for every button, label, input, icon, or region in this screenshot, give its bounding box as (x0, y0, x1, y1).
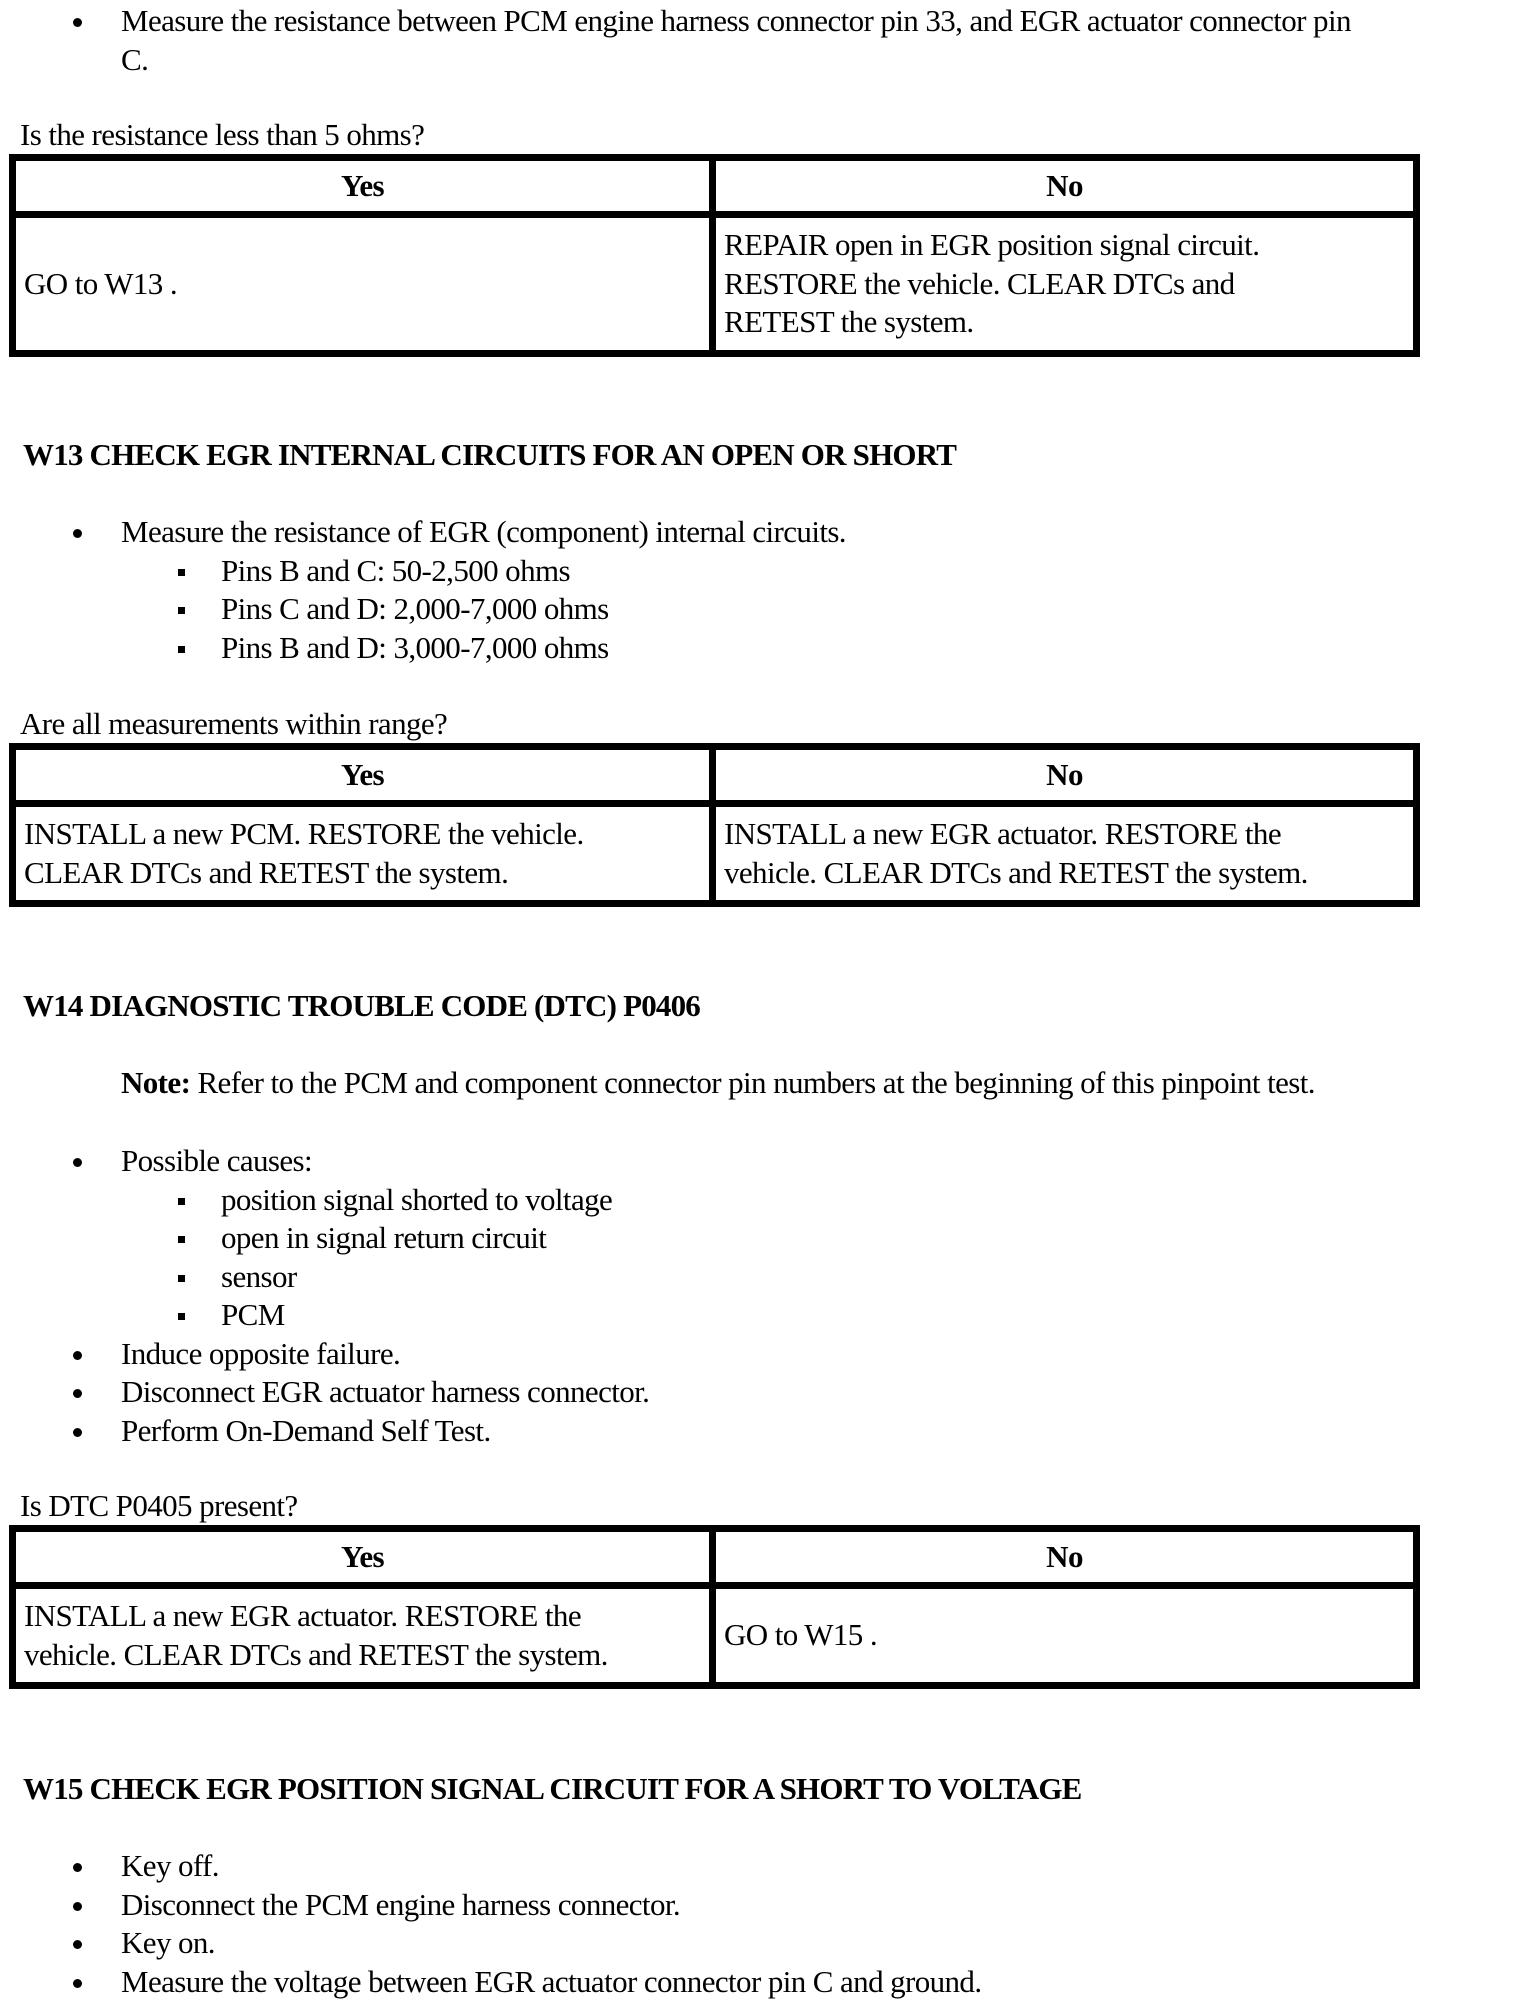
list-item (0, 1412, 649, 1451)
sub-list-item (0, 1258, 649, 1297)
w14-bullet-list (0, 1142, 649, 1450)
bullet-dot-icon (73, 1940, 82, 1949)
yes-header: Yes (14, 748, 714, 805)
yes-cell (14, 805, 714, 902)
list-item (0, 1963, 982, 2002)
bullet-text: Key off. (121, 1848, 219, 1883)
bullet-text: Perform On-Demand Self Test. (121, 1412, 491, 1448)
sub-item-text: open in signal return circuit (221, 1220, 547, 1255)
list-item (0, 1924, 982, 1963)
no-header: No (714, 1530, 1415, 1587)
bullet-square-icon (178, 1236, 185, 1243)
list-item (0, 1373, 649, 1412)
no-cell (714, 216, 1415, 352)
list-item (0, 1335, 649, 1374)
question-resistance: Is the resistance less than 5 ohms? (20, 117, 425, 152)
bullet-text: Key on. (121, 1925, 215, 1960)
list-item-continuation (0, 41, 1351, 80)
yes-no-table-3 (9, 1525, 1420, 1689)
no-cell-line: RETEST the system. (724, 304, 974, 340)
list-item (0, 1847, 982, 1886)
section-heading-w15: W15 CHECK EGR POSITION SIGNAL CIRCUIT FOR A SHORT TO VOLTAGE (23, 1771, 1082, 1806)
yes-cell-text: GO to W13 . (24, 265, 177, 301)
bullet-text: Disconnect the PCM engine harness connector. (121, 1886, 681, 1922)
list-item (0, 2, 1351, 41)
bullet-text: Measure the voltage between EGR actuator connector pin C and ground. (121, 1963, 982, 1999)
bullet-dot-icon (73, 1863, 82, 1872)
question-measurements: Are all measurements within range? (20, 706, 448, 741)
note-paragraph (121, 1064, 1315, 1102)
sub-item-text: Pins C and D: 2,000-7,000 ohms (221, 591, 609, 626)
note-text: Refer to the PCM and component connector pin numbers at the beginning of this pinpoint test. (190, 1065, 1315, 1100)
bullet-square-icon (178, 1313, 185, 1320)
yes-no-table-1 (9, 154, 1420, 357)
no-cell-line: INSTALL a new EGR actuator. RESTORE the (724, 816, 1281, 851)
no-header: No (714, 748, 1415, 805)
w15-bullet-list (0, 1847, 982, 2001)
bullet-dot-icon (73, 1979, 82, 1988)
no-cell (714, 1587, 1415, 1684)
top-bullet-list (0, 2, 1351, 79)
bullet-square-icon (178, 646, 185, 653)
bullet-text: Measure the resistance between PCM engine harness connector pin 33, and EGR actuator connector pin (121, 3, 1351, 38)
bullet-text: Disconnect EGR actuator harness connector. (121, 1374, 650, 1409)
yes-cell-line: INSTALL a new PCM. RESTORE the vehicle. (24, 816, 584, 851)
no-cell-line: RESTORE the vehicle. CLEAR DTCs and (724, 265, 1235, 301)
yes-cell-line: INSTALL a new EGR actuator. RESTORE the (24, 1598, 581, 1633)
bullet-text: C. (121, 41, 149, 77)
bullet-dot-icon (73, 1389, 82, 1398)
yes-cell (14, 216, 714, 352)
bullet-text: Measure the resistance of EGR (component) internal circuits. (121, 514, 846, 549)
sub-list-item (0, 1296, 649, 1335)
w13-bullet-list (0, 513, 846, 667)
bullet-dot-icon (73, 1428, 82, 1437)
no-cell-line: vehicle. CLEAR DTCs and RETEST the system. (724, 854, 1308, 890)
sub-item-text: sensor (221, 1258, 297, 1294)
sub-list-item (0, 552, 846, 591)
sub-list-item (0, 629, 846, 668)
sub-list-item (0, 1219, 649, 1258)
section-heading-w14: W14 DIAGNOSTIC TROUBLE CODE (DTC) P0406 (23, 988, 701, 1023)
bullet-square-icon (178, 569, 185, 576)
bullet-text: Possible causes: (121, 1143, 313, 1178)
sub-item-text: Pins B and D: 3,000-7,000 ohms (221, 629, 609, 665)
no-cell (714, 805, 1415, 902)
bullet-dot-icon (73, 1351, 82, 1360)
list-item (0, 513, 846, 552)
bullet-square-icon (178, 1275, 185, 1282)
section-heading-w13: W13 CHECK EGR INTERNAL CIRCUITS FOR AN OPEN OR SHORT (23, 437, 957, 472)
yes-cell-line: CLEAR DTCs and RETEST the system. (24, 854, 509, 890)
note-label: Note: (121, 1065, 191, 1100)
yes-header: Yes (14, 159, 714, 216)
no-cell-line: REPAIR open in EGR position signal circuit. (724, 227, 1260, 263)
bullet-dot-icon (73, 529, 82, 538)
list-item (0, 1142, 649, 1181)
yes-cell-line: vehicle. CLEAR DTCs and RETEST the system. (24, 1636, 608, 1672)
sub-item-text: Pins B and C: 50-2,500 ohms (221, 552, 570, 588)
bullet-dot-icon (73, 18, 82, 27)
yes-no-table-2 (9, 743, 1420, 907)
bullet-dot-icon (73, 1902, 82, 1911)
bullet-square-icon (178, 607, 185, 614)
yes-cell (14, 1587, 714, 1684)
no-cell-text: GO to W15 . (724, 1617, 877, 1653)
yes-header: Yes (14, 1530, 714, 1587)
sub-item-text: PCM (221, 1297, 285, 1332)
sub-item-text: position signal shorted to voltage (221, 1181, 613, 1217)
bullet-dot-icon (73, 1158, 82, 1167)
sub-list-item (0, 590, 846, 629)
no-header: No (714, 159, 1415, 216)
list-item (0, 1886, 982, 1925)
question-dtc: Is DTC P0405 present? (20, 1488, 298, 1523)
sub-list-item (0, 1181, 649, 1220)
bullet-text: Induce opposite failure. (121, 1335, 401, 1371)
bullet-square-icon (178, 1198, 185, 1205)
